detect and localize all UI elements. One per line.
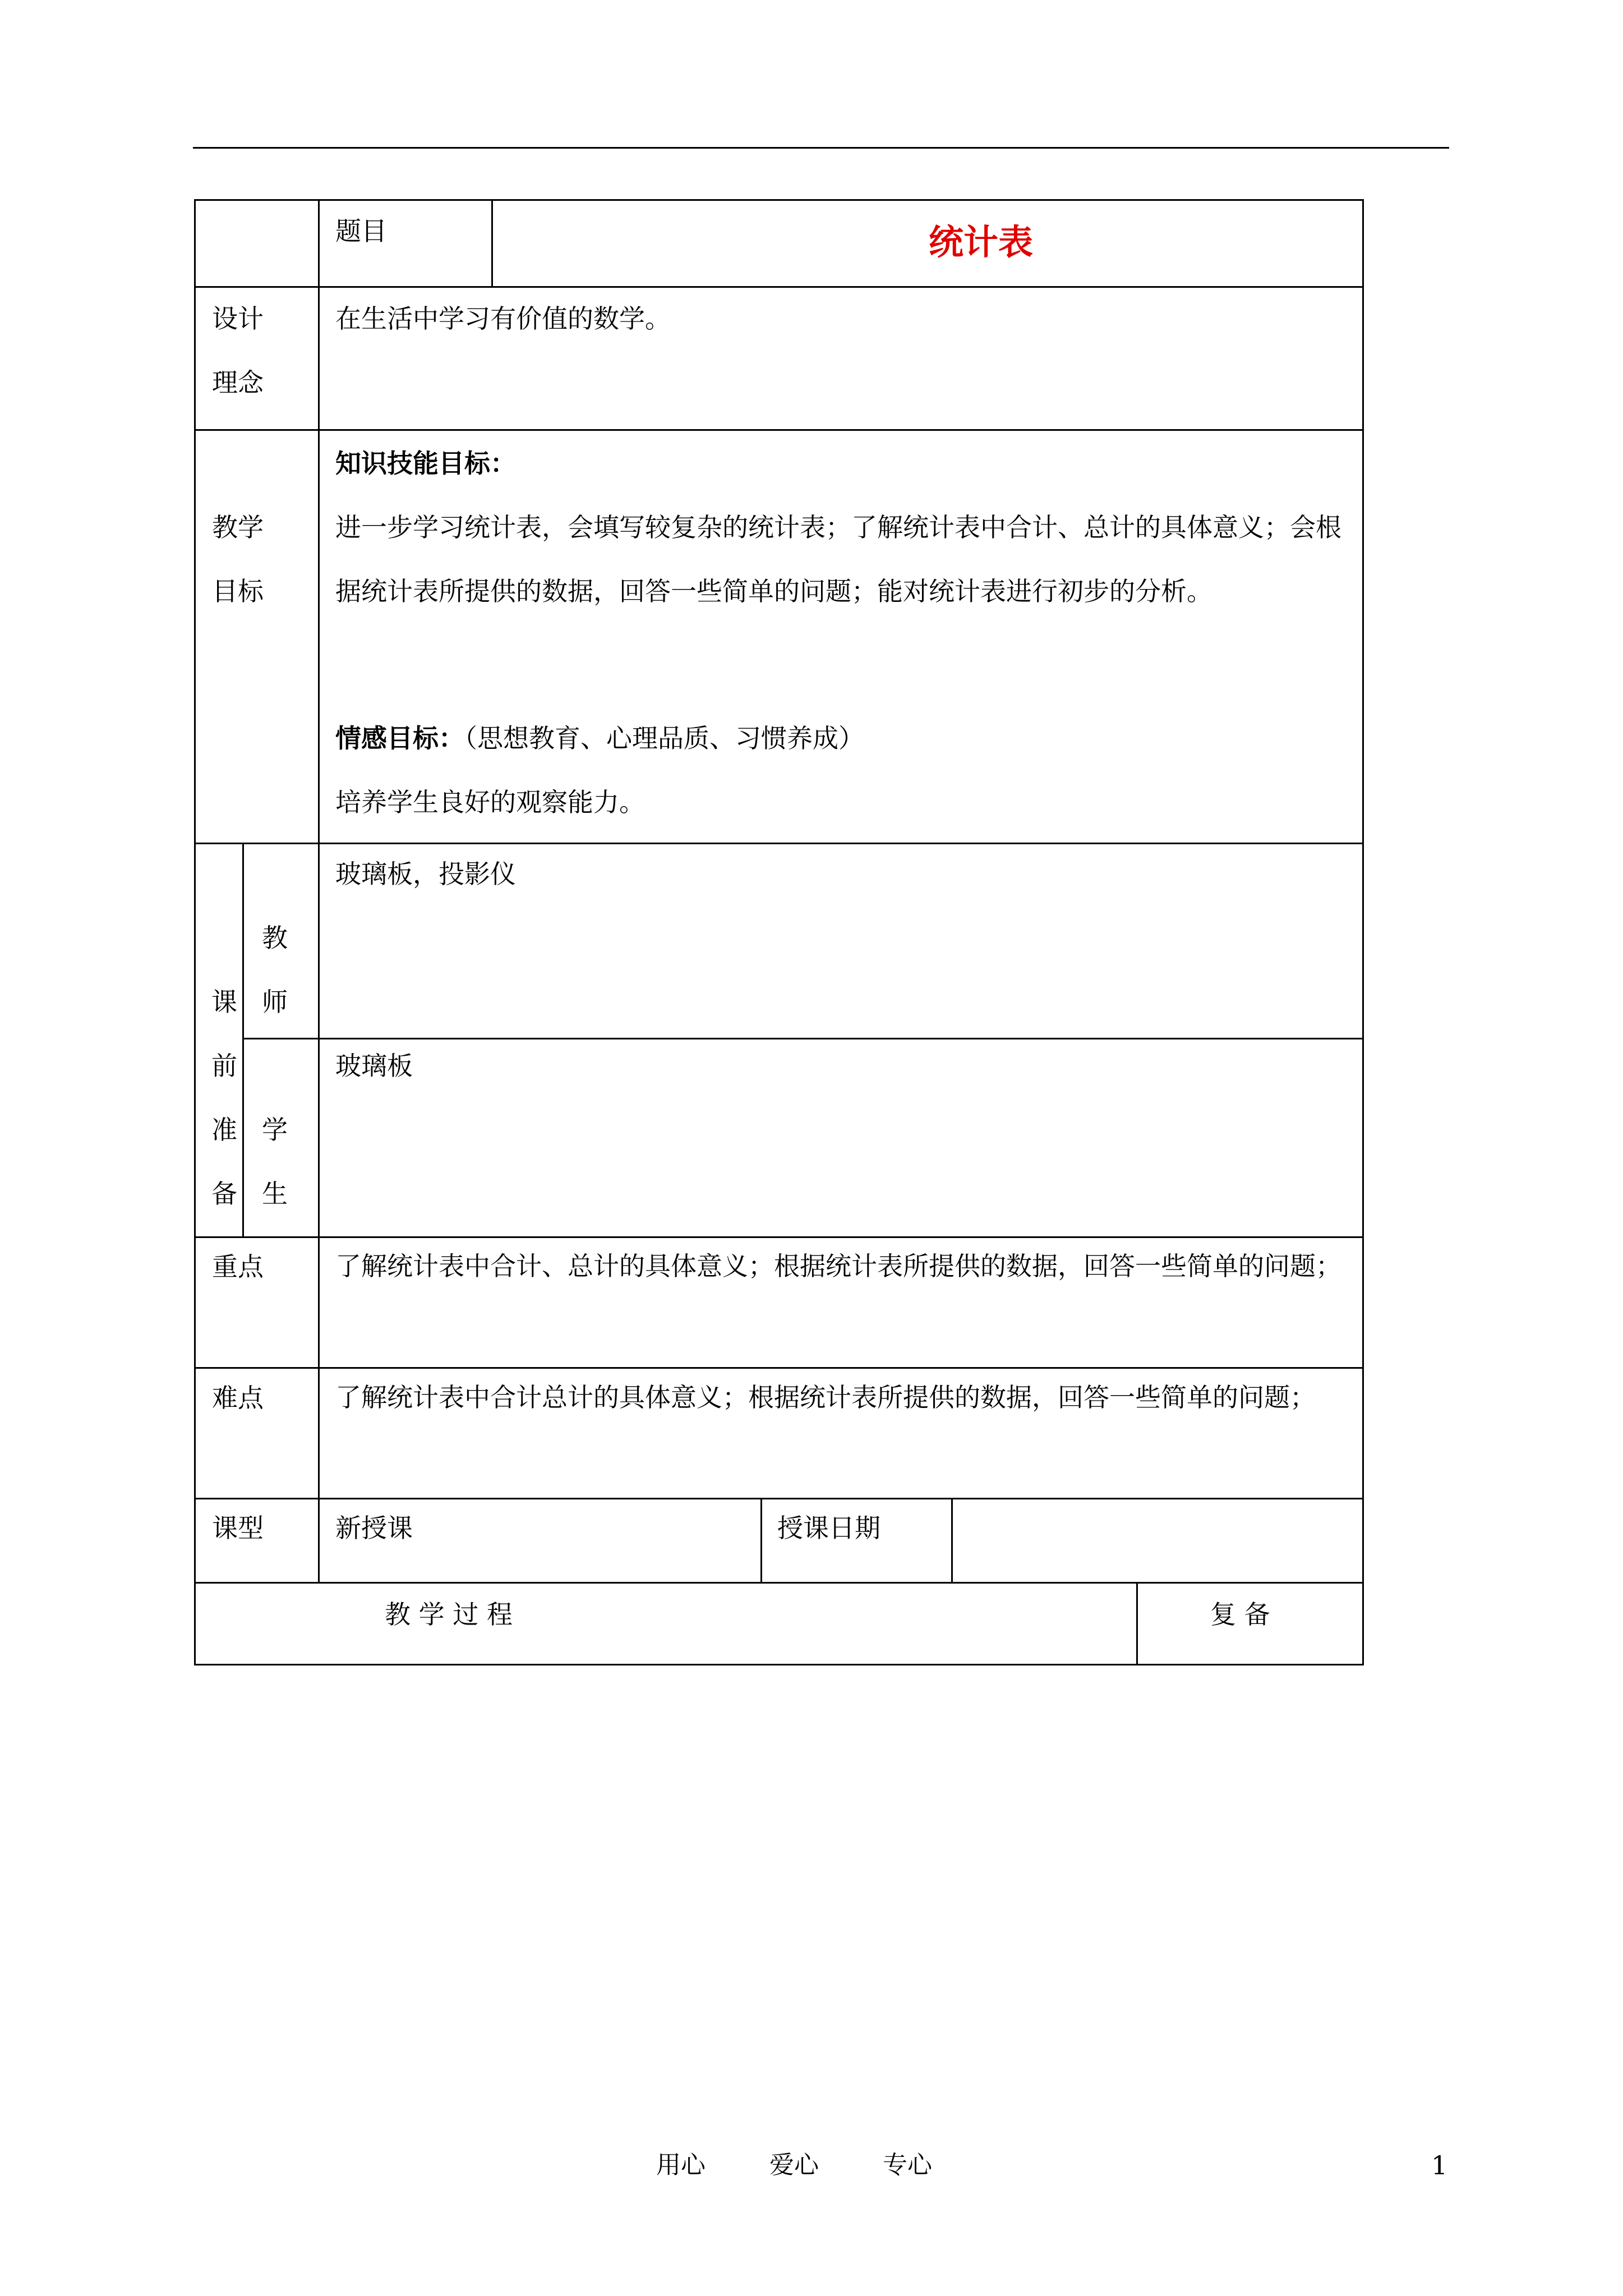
difficulty-content: 了解统计表中合计总计的具体意义；根据统计表所提供的数据，回答一些简单的问题； xyxy=(335,1382,1316,1412)
emotion-note: （思想教育、心理品质、习惯养成） xyxy=(464,723,864,753)
teaching-process-label: 教 学 过 程 xyxy=(385,1599,513,1630)
column-separator xyxy=(951,1498,953,1584)
header-rule xyxy=(193,147,1449,149)
lesson-date-label: 授课日期 xyxy=(777,1513,880,1543)
student-label-char: 生 xyxy=(262,1179,288,1209)
difficulty-label: 难点 xyxy=(212,1383,264,1413)
teacher-label-char: 教 xyxy=(262,923,288,953)
table-border-bottom xyxy=(194,1664,1364,1665)
goals-label-line2: 目标 xyxy=(212,576,264,606)
emotion-goal-line xyxy=(335,721,864,755)
design-label-line1: 设计 xyxy=(212,303,264,334)
footer-item: 爱心 xyxy=(769,2151,819,2179)
teacher-label-char: 师 xyxy=(262,987,288,1017)
goals-label-line1: 教学 xyxy=(212,512,264,542)
column-separator xyxy=(491,199,493,288)
row-separator xyxy=(242,1038,1364,1039)
table-border-right xyxy=(1362,199,1364,1665)
prep-label-char: 前 xyxy=(211,1051,237,1081)
review-label: 复 备 xyxy=(1210,1599,1270,1630)
design-label-line2: 理念 xyxy=(212,367,264,398)
prep-label-char: 准 xyxy=(211,1115,237,1145)
key-point-label: 重点 xyxy=(212,1251,264,1282)
row-separator xyxy=(194,1498,1364,1499)
footer-item: 专心 xyxy=(883,2151,932,2179)
lesson-type-value: 新授课 xyxy=(335,1513,413,1543)
column-separator xyxy=(318,199,320,844)
student-prep-content: 玻璃板 xyxy=(335,1051,413,1081)
footer-item: 用心 xyxy=(656,2151,706,2179)
column-separator xyxy=(318,843,320,1584)
column-separator xyxy=(242,843,244,1236)
row-separator xyxy=(194,843,1364,844)
lesson-title: 统计表 xyxy=(929,222,1034,263)
key-point-content: 了解统计表中合计、总计的具体意义；根据统计表所提供的数据，回答一些简单的问题； xyxy=(335,1251,1341,1281)
column-separator xyxy=(1136,1582,1138,1665)
prep-label-char: 课 xyxy=(211,987,237,1017)
teacher-prep-content: 玻璃板，投影仪 xyxy=(335,859,516,889)
row-separator xyxy=(194,286,1364,288)
page-number: 1 xyxy=(1431,2150,1448,2180)
row-separator xyxy=(194,429,1364,431)
title-label: 题目 xyxy=(335,216,387,246)
knowledge-heading: 知识技能目标： xyxy=(335,448,516,478)
table-border-top xyxy=(194,199,1364,201)
emotion-heading: 情感目标： xyxy=(335,723,464,753)
column-separator xyxy=(760,1498,762,1584)
student-label-char: 学 xyxy=(262,1115,288,1145)
emotion-text: 培养学生良好的观察能力。 xyxy=(335,787,645,817)
lesson-type-label: 课型 xyxy=(212,1513,264,1543)
knowledge-text: 进一步学习统计表，会填写较复杂的统计表；了解统计表中合计、总计的具体意义；会根据统计表所提供的数据，回答一些简单的问题；能对统计表进行初步的分析。 xyxy=(335,512,1341,606)
row-separator xyxy=(194,1582,1364,1584)
table-border-left xyxy=(194,199,196,1665)
design-content: 在生活中学习有价值的数学。 xyxy=(335,303,671,334)
prep-label-char: 备 xyxy=(211,1179,237,1209)
